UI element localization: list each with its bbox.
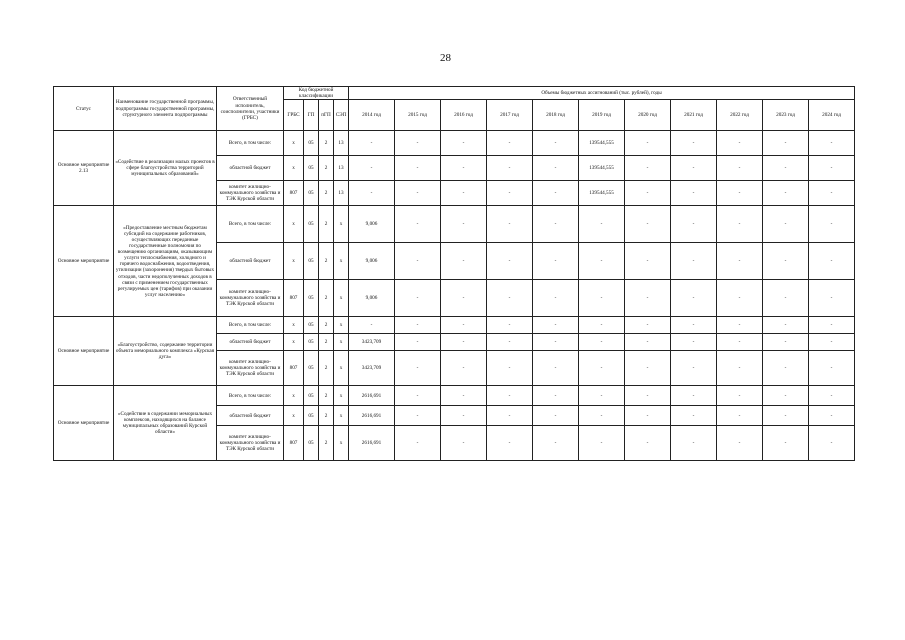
executor-cell: областной бюджет (217, 243, 284, 280)
executor-cell: комитет жилищно-коммунального хозяйства и ТЭК Курской области (217, 351, 284, 386)
value-cell: - (809, 206, 855, 243)
value-cell: - (441, 351, 487, 386)
executor-cell: комитет жилищно-коммунального хозяйства и ТЭК Курской области (217, 426, 284, 461)
header-budget-code: Код бюджетной классификации (284, 87, 349, 100)
value-cell: - (625, 334, 671, 351)
table-row (54, 206, 855, 243)
value-cell: - (533, 156, 579, 181)
value-cell: - (717, 206, 763, 243)
value-cell: - (395, 406, 441, 426)
code-cell: 05 (304, 280, 319, 317)
value-cell: - (809, 280, 855, 317)
value-cell: - (487, 206, 533, 243)
status-cell: Основное мероприятие (54, 317, 114, 386)
value-cell: - (717, 317, 763, 334)
value-cell: - (533, 426, 579, 461)
value-cell: - (763, 334, 809, 351)
header-year: 2016 год (441, 100, 487, 131)
code-cell: 807 (284, 351, 304, 386)
value-cell: - (717, 131, 763, 156)
value-cell: - (441, 334, 487, 351)
header-code-pgp: пГП (319, 100, 334, 131)
value-cell: - (717, 156, 763, 181)
code-cell: 13 (334, 181, 349, 206)
value-cell: - (671, 156, 717, 181)
value-cell: - (579, 206, 625, 243)
value-cell: - (625, 131, 671, 156)
table-row (54, 386, 855, 406)
value-cell: - (487, 280, 533, 317)
executor-cell: комитет жилищно-коммунального хозяйства и ТЭК Курской области (217, 181, 284, 206)
value-cell: - (809, 317, 855, 334)
value-cell: - (763, 317, 809, 334)
value-cell: - (671, 426, 717, 461)
value-cell: - (579, 386, 625, 406)
value-cell: - (349, 317, 395, 334)
value-cell: - (395, 334, 441, 351)
value-cell: - (487, 406, 533, 426)
value-cell: 3423,709 (349, 351, 395, 386)
code-cell: х (284, 243, 304, 280)
value-cell: - (395, 181, 441, 206)
value-cell: - (395, 426, 441, 461)
value-cell: - (809, 181, 855, 206)
code-cell: 05 (304, 406, 319, 426)
code-cell: 2 (319, 406, 334, 426)
value-cell: 139544,555 (579, 181, 625, 206)
header-row-top (54, 87, 855, 100)
value-cell: - (487, 426, 533, 461)
value-cell: - (579, 280, 625, 317)
executor-cell: областной бюджет (217, 406, 284, 426)
code-cell: 05 (304, 181, 319, 206)
value-cell: 9,006 (349, 206, 395, 243)
value-cell: - (625, 206, 671, 243)
value-cell: - (487, 334, 533, 351)
value-cell: - (809, 131, 855, 156)
value-cell: - (579, 351, 625, 386)
value-cell: - (717, 386, 763, 406)
value-cell: - (349, 131, 395, 156)
executor-cell: Всего, в том числе: (217, 131, 284, 156)
code-cell: х (334, 280, 349, 317)
value-cell: - (717, 280, 763, 317)
value-cell: - (349, 156, 395, 181)
program-name-cell: «Благоустройство, содержание территории объекта мемориального комплекса «Курская дуга» (114, 317, 217, 386)
value-cell: - (487, 131, 533, 156)
value-cell: - (395, 280, 441, 317)
value-cell: - (671, 280, 717, 317)
value-cell: - (533, 243, 579, 280)
value-cell: - (717, 334, 763, 351)
value-cell: - (395, 156, 441, 181)
value-cell: - (625, 243, 671, 280)
value-cell: 9,006 (349, 243, 395, 280)
value-cell: - (533, 206, 579, 243)
value-cell: - (671, 334, 717, 351)
value-cell: - (763, 406, 809, 426)
value-cell: - (671, 206, 717, 243)
value-cell: - (579, 243, 625, 280)
header-year: 2019 год (579, 100, 625, 131)
executor-cell: Всего, в том числе: (217, 317, 284, 334)
status-cell: Основное мероприятие (54, 206, 114, 317)
value-cell: - (809, 334, 855, 351)
value-cell: - (533, 280, 579, 317)
value-cell: - (441, 280, 487, 317)
code-cell: 05 (304, 156, 319, 181)
value-cell: - (487, 181, 533, 206)
executor-cell: областной бюджет (217, 156, 284, 181)
code-cell: 05 (304, 334, 319, 351)
value-cell: - (579, 426, 625, 461)
code-cell: х (334, 317, 349, 334)
value-cell: 2616,691 (349, 386, 395, 406)
value-cell: - (441, 131, 487, 156)
executor-cell: Всего, в том числе: (217, 206, 284, 243)
value-cell: - (533, 334, 579, 351)
value-cell: - (625, 386, 671, 406)
value-cell: - (671, 243, 717, 280)
value-cell: - (809, 406, 855, 426)
program-name-cell: «Содействие в содержании мемориальных комплексов, находящихся на балансе муниципальных образований Курской области» (114, 386, 217, 461)
code-cell: 2 (319, 334, 334, 351)
code-cell: х (284, 334, 304, 351)
value-cell: - (487, 317, 533, 334)
value-cell: - (625, 181, 671, 206)
header-program-name: Наименование государственной программы, подпрограммы государственной программы, структурного элемента подпрограммы (114, 87, 217, 131)
executor-cell: областной бюджет (217, 334, 284, 351)
header-year: 2023 год (763, 100, 809, 131)
program-name-cell: «Предоставление местным бюджетам субсидий на содержание работников, осуществляющих переданные государственные полномочия по возмещению организациям, оказывающим услуги теплоснабжения, холодного и горячего водоснабжения, водоотведения, утилизации (захоронения) твердых бытовых отходов, части недополученных доходов в связи с применением государственных регулируемых цен (тарифов) при оказании услуг населению» (114, 206, 217, 317)
value-cell: - (487, 243, 533, 280)
code-cell: 13 (334, 131, 349, 156)
value-cell: - (487, 386, 533, 406)
code-cell: 05 (304, 206, 319, 243)
value-cell: - (625, 317, 671, 334)
code-cell: 2 (319, 243, 334, 280)
code-cell: 2 (319, 131, 334, 156)
code-cell: 05 (304, 426, 319, 461)
value-cell: - (809, 243, 855, 280)
value-cell: - (809, 426, 855, 461)
code-cell: 2 (319, 206, 334, 243)
header-year: 2018 год (533, 100, 579, 131)
value-cell: - (579, 317, 625, 334)
value-cell: - (625, 280, 671, 317)
value-cell: - (487, 351, 533, 386)
value-cell: - (717, 406, 763, 426)
header-year: 2021 год (671, 100, 717, 131)
table-row (54, 317, 855, 334)
value-cell: - (809, 156, 855, 181)
value-cell: - (763, 280, 809, 317)
code-cell: 2 (319, 317, 334, 334)
value-cell: 139544,555 (579, 131, 625, 156)
value-cell: - (717, 243, 763, 280)
value-cell: - (763, 181, 809, 206)
value-cell: - (763, 156, 809, 181)
code-cell: х (334, 406, 349, 426)
value-cell: 139544,555 (579, 156, 625, 181)
code-cell: х (334, 351, 349, 386)
value-cell: - (395, 131, 441, 156)
value-cell: - (441, 386, 487, 406)
value-cell: - (671, 317, 717, 334)
value-cell: - (717, 181, 763, 206)
value-cell: - (671, 406, 717, 426)
value-cell: - (395, 317, 441, 334)
code-cell: 05 (304, 317, 319, 334)
code-cell: х (284, 206, 304, 243)
value-cell: - (441, 317, 487, 334)
value-cell: - (763, 386, 809, 406)
executor-cell: Всего, в том числе: (217, 386, 284, 406)
code-cell: 2 (319, 181, 334, 206)
value-cell: - (671, 351, 717, 386)
status-cell: Основное мероприятие (54, 386, 114, 461)
code-cell: 2 (319, 426, 334, 461)
value-cell: - (671, 131, 717, 156)
value-cell: - (763, 131, 809, 156)
value-cell: 2616,691 (349, 426, 395, 461)
header-code-grbs: ГРБС (284, 100, 304, 131)
code-cell: 05 (304, 386, 319, 406)
value-cell: - (671, 386, 717, 406)
code-cell: 05 (304, 243, 319, 280)
value-cell: - (395, 206, 441, 243)
value-cell: - (809, 386, 855, 406)
value-cell: 9,006 (349, 280, 395, 317)
code-cell: х (334, 334, 349, 351)
value-cell: - (395, 243, 441, 280)
value-cell: - (533, 131, 579, 156)
value-cell: - (579, 334, 625, 351)
value-cell: - (395, 351, 441, 386)
code-cell: х (284, 406, 304, 426)
table-row (54, 131, 855, 156)
value-cell: - (533, 351, 579, 386)
value-cell: 2616,691 (349, 406, 395, 426)
value-cell: - (625, 406, 671, 426)
value-cell: - (625, 156, 671, 181)
code-cell: х (334, 206, 349, 243)
value-cell: - (441, 156, 487, 181)
value-cell: - (441, 406, 487, 426)
value-cell: - (717, 351, 763, 386)
table-body (54, 131, 855, 461)
status-cell: Основное мероприятие 2.13 (54, 131, 114, 206)
code-cell: 807 (284, 280, 304, 317)
value-cell: - (625, 426, 671, 461)
value-cell: - (763, 426, 809, 461)
code-cell: 2 (319, 280, 334, 317)
value-cell: - (533, 181, 579, 206)
code-cell: 807 (284, 181, 304, 206)
code-cell: 2 (319, 386, 334, 406)
value-cell: - (763, 206, 809, 243)
value-cell: - (533, 406, 579, 426)
value-cell: - (809, 351, 855, 386)
value-cell: - (533, 317, 579, 334)
header-code-gp: ГП (304, 100, 319, 131)
value-cell: - (533, 386, 579, 406)
value-cell: - (349, 181, 395, 206)
budget-table (53, 86, 855, 461)
header-year: 2017 год (487, 100, 533, 131)
value-cell: - (487, 156, 533, 181)
code-cell: х (334, 386, 349, 406)
code-cell: х (284, 317, 304, 334)
code-cell: х (334, 243, 349, 280)
code-cell: 2 (319, 156, 334, 181)
header-year: 2014 год (349, 100, 395, 131)
header-year: 2022 год (717, 100, 763, 131)
code-cell: 05 (304, 131, 319, 156)
code-cell: 13 (334, 156, 349, 181)
header-volume: Объемы бюджетных ассигнований (тыс. рублей), годы (349, 87, 855, 100)
value-cell: - (579, 406, 625, 426)
value-cell: - (441, 243, 487, 280)
code-cell: 807 (284, 426, 304, 461)
executor-cell: комитет жилищно-коммунального хозяйства и ТЭК Курской области (217, 280, 284, 317)
code-cell: х (284, 131, 304, 156)
value-cell: 3423,709 (349, 334, 395, 351)
value-cell: - (395, 386, 441, 406)
code-cell: х (334, 426, 349, 461)
code-cell: 2 (319, 351, 334, 386)
header-year: 2024 год (809, 100, 855, 131)
page-number: 28 (440, 52, 451, 64)
header-executor: Ответственный исполнитель, соисполнители, участники (ГРБС) (217, 87, 284, 131)
program-name-cell: «Содействие в реализации малых проектов в сфере благоустройства территорий муниципальных образований» (114, 131, 217, 206)
header-status: Статус (54, 87, 114, 131)
code-cell: х (284, 156, 304, 181)
value-cell: - (671, 181, 717, 206)
header-code-sep: СЭП (334, 100, 349, 131)
value-cell: - (441, 206, 487, 243)
header-year: 2020 год (625, 100, 671, 131)
value-cell: - (441, 181, 487, 206)
value-cell: - (625, 351, 671, 386)
code-cell: 05 (304, 351, 319, 386)
code-cell: х (284, 386, 304, 406)
value-cell: - (763, 243, 809, 280)
value-cell: - (763, 351, 809, 386)
header-year: 2015 год (395, 100, 441, 131)
value-cell: - (717, 426, 763, 461)
value-cell: - (441, 426, 487, 461)
